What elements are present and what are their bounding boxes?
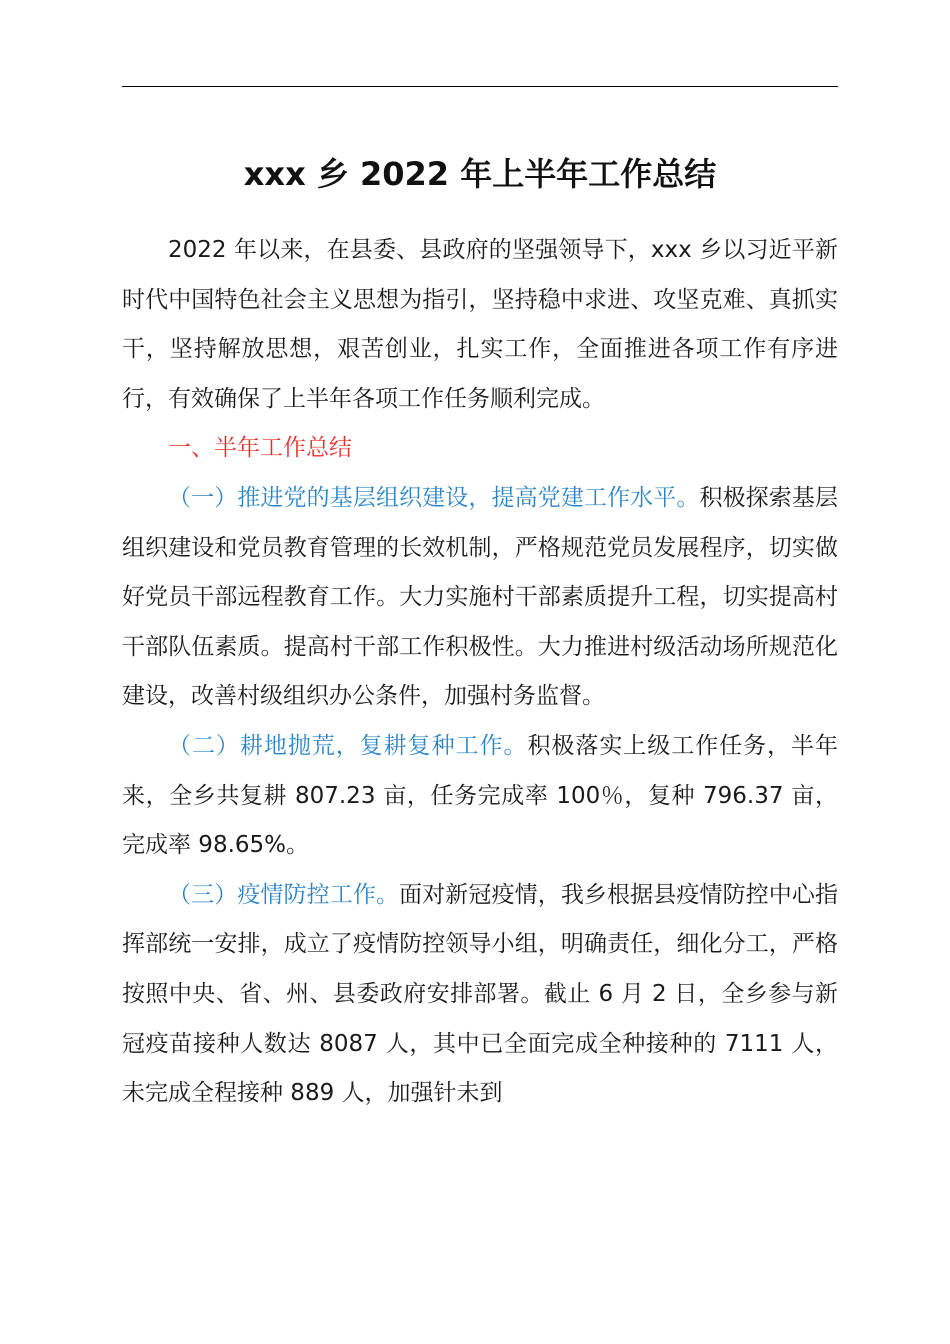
header-rule xyxy=(122,86,838,87)
item-text-1: 积极探索基层组织建设和党员教育管理的长效机制，严格规范党员发展程序，切实做好党员干部远程教育工作。大力实施村干部素质提升工程，切实提高村干部队伍素质。提高村干部工作积极性。大力推进村级活动场所规范化建设，改善村级组织办公条件，加强村务监督。 xyxy=(122,484,839,710)
item-heading-1: （一）推进党的基层组织建设，提高党建工作水平。 xyxy=(168,484,700,511)
section-heading: 一、半年工作总结 xyxy=(168,435,352,462)
document-body xyxy=(122,226,838,1119)
item-paragraph-3 xyxy=(122,871,838,1119)
item-paragraph-2 xyxy=(122,722,838,871)
document-title: xxx 乡 2022 年上半年工作总结 xyxy=(243,155,717,193)
item-heading-3: （三）疫情防控工作。 xyxy=(168,881,400,908)
intro-paragraph: 2022 年以来，在县委、县政府的坚强领导下，xxx 乡以习近平新时代中国特色社会主义思想为指引，坚持稳中求进、攻坚克难、真抓实干，坚持解放思想，艰苦创业，扎实工作，全面推进各项工作有序进行，有效确保了上半年各项工作任务顺利完成。 xyxy=(122,237,838,412)
item-text-2: 积极落实上级工作任务，半年来，全乡共复耕 807.23 亩，任务完成率 100％，复种 796.37 亩，完成率 98.65%。 xyxy=(122,732,839,859)
item-paragraph-1 xyxy=(122,474,838,722)
item-text-3: 面对新冠疫情，我乡根据县疫情防控中心指挥部统一安排，成立了疫情防控领导小组，明确责任，细化分工，严格按照中央、省、州、县委政府安排部署。截止 6 月 2 日，全乡参与新冠疫苗接种人数达 8087 人，其中已全面完成全种接种的 7111 人，未完成全程接种 889 人，加强针未到 xyxy=(122,881,839,1107)
item-heading-2: （二）耕地抛荒，复耕复种工作。 xyxy=(168,732,528,759)
